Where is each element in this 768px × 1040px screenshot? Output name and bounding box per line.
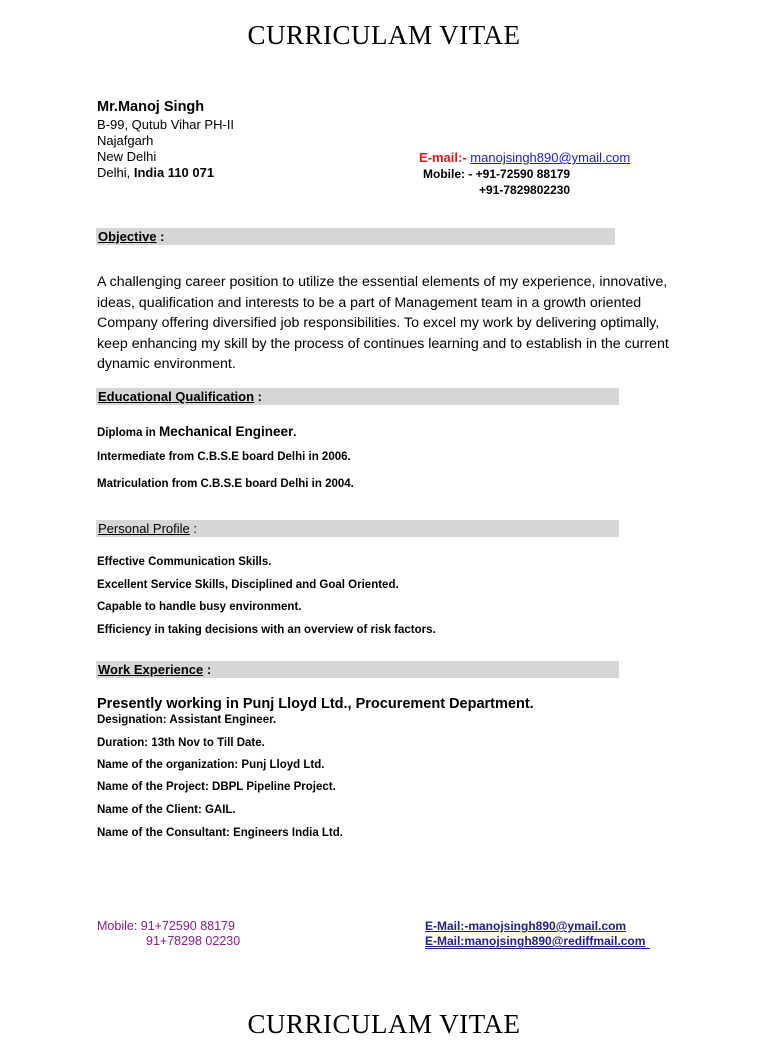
- address-pin: India 110 071: [133, 165, 215, 180]
- page-title: CURRICULAM VITAE: [247, 20, 521, 50]
- footer-email-2[interactable]: E-Mail:manojsingh890@rediffmail.com: [425, 934, 646, 948]
- education-heading-bar: [96, 388, 619, 405]
- personal-item: Effective Communication Skills.: [97, 556, 272, 568]
- mobile-label: Mobile: -: [423, 167, 473, 181]
- objective-heading-bar: [96, 228, 615, 245]
- education-heading-text: Educational Qualification: [98, 389, 255, 404]
- address-line-3: New Delhi: [97, 149, 157, 164]
- diploma-suffix: .: [293, 427, 297, 439]
- work-headline: Presently working in Punj Lloyd Ltd., Procurement Department.: [97, 696, 534, 712]
- objective-heading: [96, 228, 615, 245]
- personal-heading-bar: [96, 520, 619, 537]
- education-item: Intermediate from C.B.S.E board Delhi in 2006.: [97, 451, 351, 463]
- work-item: Name of the organization: Punj Lloyd Ltd.: [97, 759, 325, 771]
- email-label: E-mail:-: [419, 150, 467, 165]
- candidate-name: Mr.Manoj Singh: [97, 99, 205, 115]
- work-item: Name of the Consultant: Engineers India Ltd.: [97, 827, 343, 839]
- personal-item: Efficiency in taking decisions with an overview of risk factors.: [97, 624, 436, 636]
- work-item: Designation: Assistant Engineer.: [97, 714, 277, 726]
- education-diploma: [97, 424, 296, 439]
- footer-mobile-2: 91+78298 02230: [146, 934, 241, 948]
- education-heading: [96, 388, 619, 405]
- personal-item: Capable to handle busy environment.: [97, 601, 302, 613]
- footer-mobile-1: Mobile: 91+72590 88179: [97, 919, 235, 933]
- address-line-1: B-99, Qutub Vihar PH-II: [97, 117, 235, 132]
- next-page-title: CURRICULAM VITAE: [247, 1009, 521, 1039]
- work-heading: [96, 661, 619, 678]
- personal-item: Excellent Service Skills, Disciplined and Goal Oriented.: [97, 579, 399, 591]
- education-item: Matriculation from C.B.S.E board Delhi in 2004.: [97, 478, 354, 490]
- address-city: Delhi,: [97, 165, 134, 180]
- work-heading-text: Work Experience: [98, 662, 204, 677]
- mobile-row: [423, 167, 570, 181]
- footer-email-1[interactable]: E-Mail:-manojsingh890@ymail.com: [425, 919, 627, 933]
- address-line-4: [97, 165, 214, 181]
- work-heading-colon: :: [203, 662, 212, 677]
- objective-heading-text: Objective: [98, 229, 157, 244]
- mobile-number-2: +91-7829802230: [479, 183, 571, 197]
- footer-rule: [425, 948, 650, 949]
- work-item: Name of the Project: DBPL Pipeline Project.: [97, 781, 336, 793]
- address-line-2: Najafgarh: [97, 133, 154, 148]
- personal-heading: [96, 520, 619, 537]
- work-item: Duration: 13th Nov to Till Date.: [97, 737, 265, 749]
- education-heading-colon: :: [254, 389, 262, 404]
- work-heading-bar: [96, 661, 619, 678]
- objective-text: A challenging career position to utilize the essential elements of my experience, innovative, ideas, qualification and interests to be a part of Management team in a growth oriented Company offering diversified job responsibilities. To excel my work by delivering optimally, keep enhancing my skill by the process of continues learning and to establish in the current dynamic environment.: [97, 274, 669, 372]
- personal-heading-text: Personal Profile: [98, 521, 190, 536]
- personal-heading-colon: :: [189, 521, 198, 536]
- diploma-prefix: Diploma in: [97, 427, 159, 439]
- diploma-field: Mechanical Engineer: [158, 424, 294, 439]
- work-item: Name of the Client: GAIL.: [97, 804, 236, 816]
- mobile-number-1: +91-72590 88179: [475, 167, 571, 181]
- email-link[interactable]: manojsingh890@ymail.com: [470, 150, 631, 165]
- objective-heading-colon: :: [156, 229, 165, 244]
- email-row: [419, 150, 630, 165]
